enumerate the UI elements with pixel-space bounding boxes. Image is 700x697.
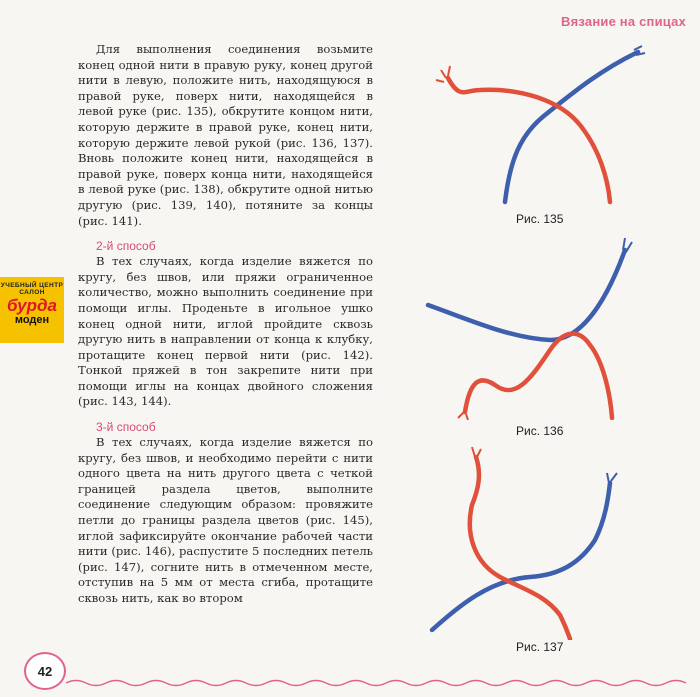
body-text [78,42,373,607]
paragraph-1: Для выполнения соединения возьмите конец одной нити в правую руку, конец другой нити в левую, положите нить, находящуюся в правой руке, поверх нити, находящейся в левой руке (рис. 135), обкрутите концом нити, которую держите в правой руке, конец нити, которую держите левой рукой (рис. 136, 137). Вновь положите конец нити, находящейся в правой руке, поверх конца нити, находящейся в левой руке (рис. 138), обкрутите одной нитью другую (рис. 139, 140), потяните за концы (рис. 141). [78,42,373,228]
subheading-method-2: 2-й способ [96,239,156,254]
page-number: 42 [24,652,66,690]
brand-line-4: моден [14,314,50,326]
figure-137-caption: Рис. 137 [516,640,564,654]
decorative-wavy-line [66,676,696,690]
subheading-method-3: 3-й способ [96,420,156,435]
brand-line-1: УЧЕБНЫЙ ЦЕНТР [0,282,64,289]
figure-135-caption: Рис. 135 [516,212,564,226]
paragraph-2: В тех случаях, когда изделие вяжется по кругу, без швов, или пряжи ограниченное количество, можно выполнить соединение при помощи иглы. Проденьте в игольное ушко конец одной нити, иглой пройдите сквозь другую нить в направлении от конца к клубку, протащите конец первой нити (рис. 142). Тонкой пряжей в тон закрепите нити при помощи иглы на концах двойного сложения (рис. 143, 144). [78,254,373,409]
figure-136-yarn-illustration [420,230,660,420]
paragraph-3: В тех случаях, когда изделие вяжется по кругу, без швов, и необходимо перейти с нити одного цвета на нить другого цвета с четкой границей раздела цветов, выполните соединение следующим образом: провяжите петли до границы раздела цветов (рис. 145), иглой зафиксируйте окончание рабочей части нити (рис. 146), распустите 5 последних петель (рис. 147), согните нить в отмеченном месте, отступив на 5 мм от места сгиба, протащите сквозь нить, как во втором [78,435,373,605]
figure-136-caption: Рис. 136 [516,424,564,438]
section-header: Вязание на спицах [561,14,686,29]
brand-logo [0,277,64,343]
figure-137-yarn-illustration [420,445,650,640]
figure-135-yarn-illustration [420,40,650,210]
brand-line-3: бурда [7,296,57,315]
brand-line-2: САЛОН [19,288,45,296]
